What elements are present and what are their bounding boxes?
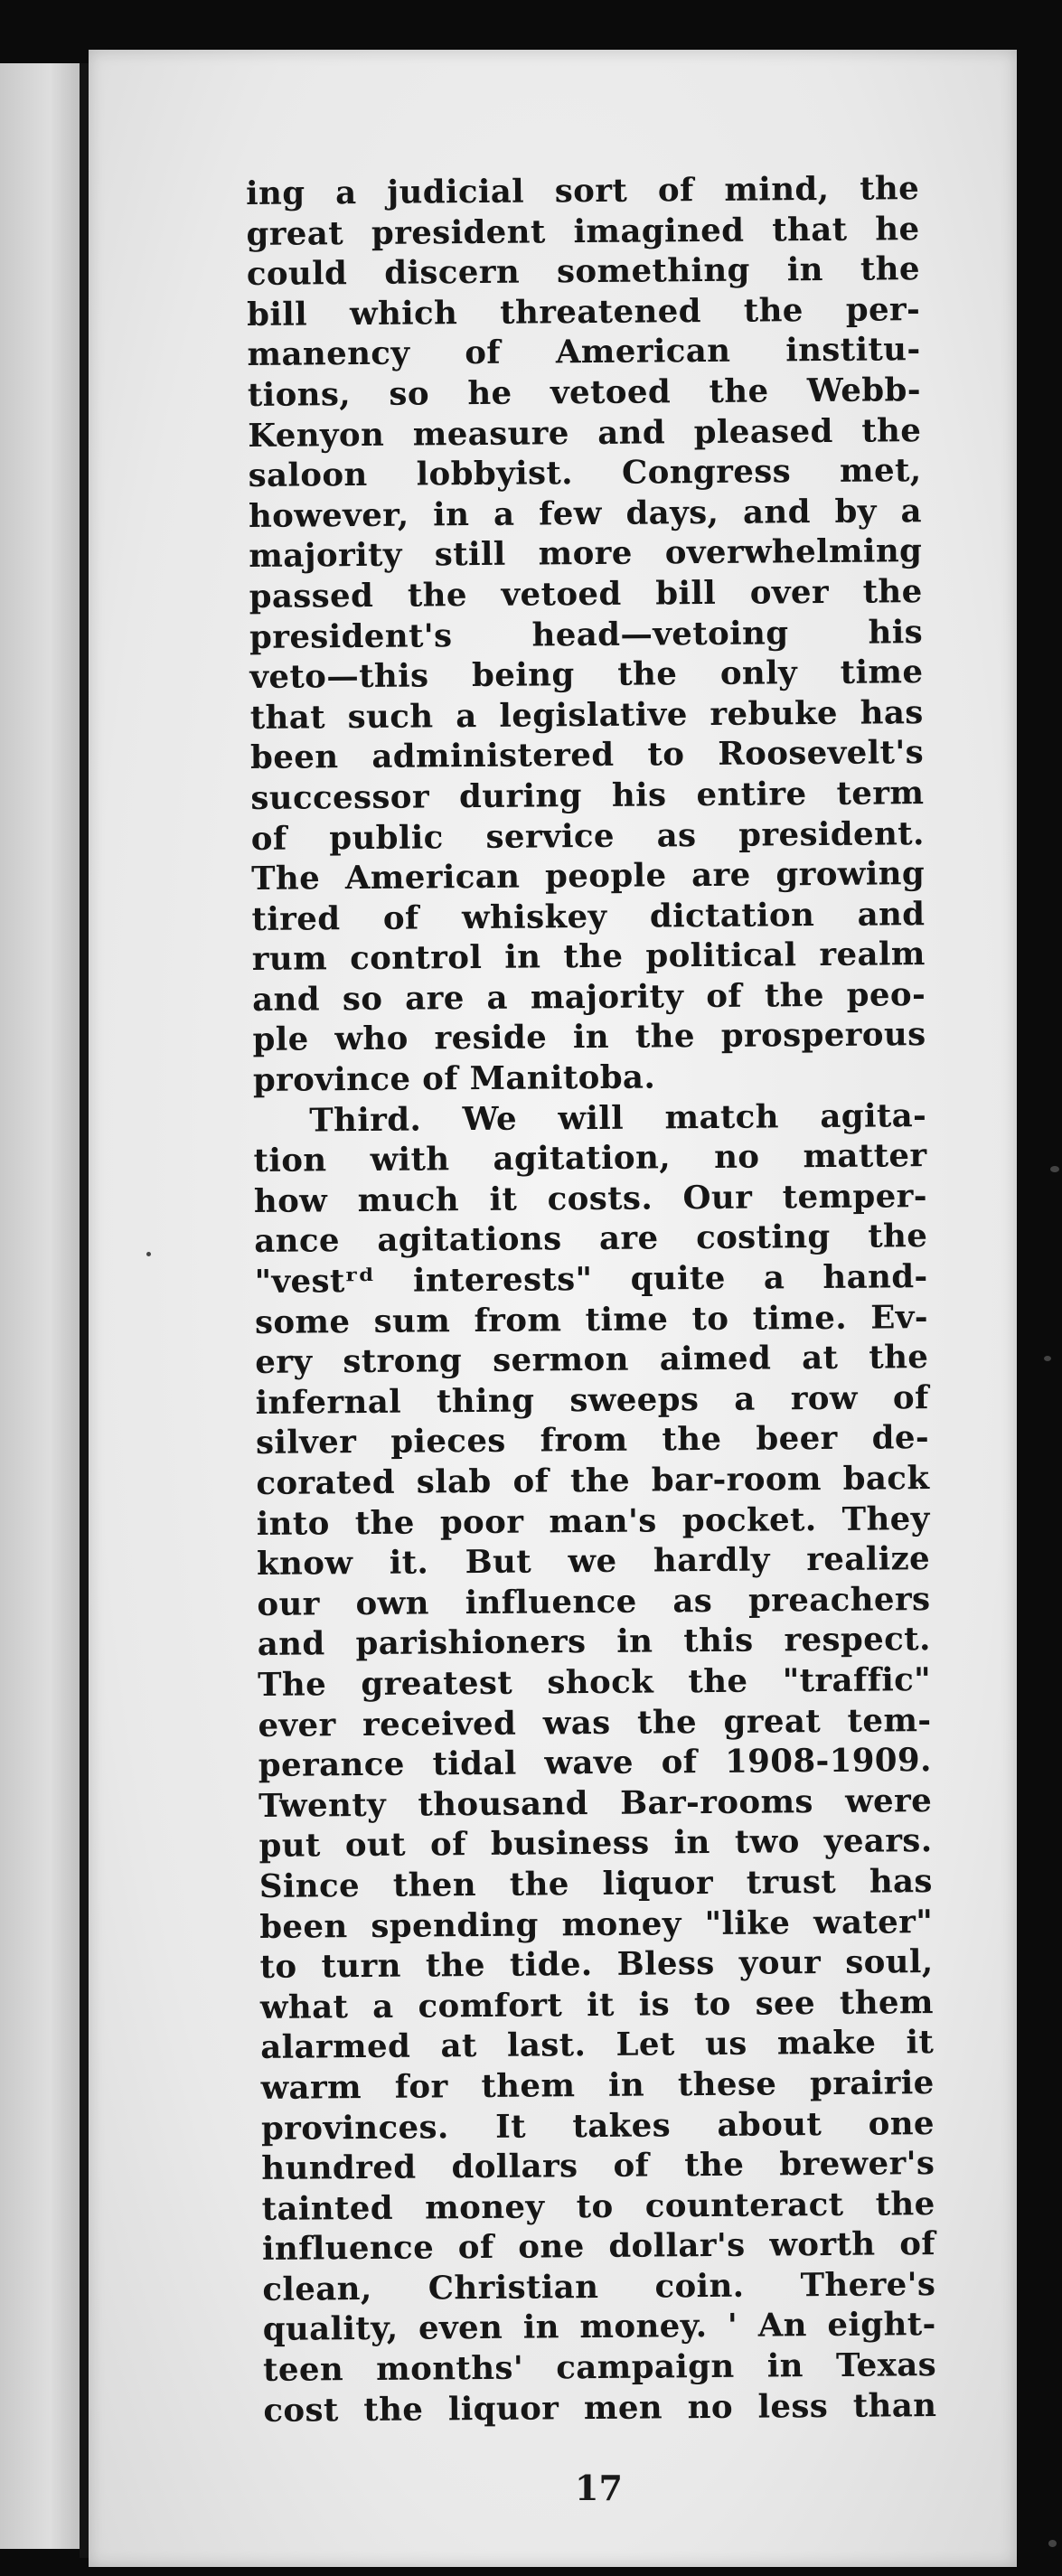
text-line: tired of whiskey dictation and [251,895,926,938]
text-line: ing a judicial sort of mind, the [246,170,920,212]
text-line: corated slab of the bar-room back [256,1460,930,1502]
text-line: ple who reside in the prosperous [252,1016,926,1059]
text-line: and parishioners in this respect. [257,1621,931,1664]
text-line: saloon lobbyist. Congress met, [248,452,922,495]
text-line: great president imagined that he [246,210,920,253]
text-line: some sum from time to time. Ev- [254,1298,929,1341]
text-line: province of Manitoba. [252,1058,656,1100]
text-line: tion with agitation, no matter [253,1137,927,1180]
text-line: ever received was the great tem- [258,1701,932,1744]
text-line: successor during his entire term [250,775,925,817]
left-page-edge [0,63,83,2549]
text-line: that such a legislative rebuke has [249,693,924,737]
text-line: know it. But we hardly realize [256,1540,931,1584]
text-line: and so are a majority of the peo- [252,975,926,1019]
text-line: ance agitations are costing the [254,1217,928,1261]
text-line: The greatest shock the "traffic" [257,1661,932,1704]
text-line: to turn the tide. Bless your soul, [259,1943,934,1987]
text-line: rum control in the political realm [251,935,926,979]
text-line: "vestʳᵈ interests" quite a hand- [254,1258,928,1301]
text-line: been spending money "like water" [259,1903,934,1946]
text-line: Third. We will match agita- [309,1096,927,1140]
text-line: what a comfort it is to see them [259,1983,935,2026]
text-line: quality, even in money. ' An eight- [262,2306,936,2349]
dust-speck [146,1252,151,1256]
dust-speck [1050,1166,1059,1172]
text-line: Since then the liquor trust has [258,1863,934,1905]
text-line: Kenyon measure and pleased the [248,411,922,455]
text-line: alarmed at last. Let us make it [260,2024,935,2067]
text-line: our own influence as preachers [257,1580,931,1623]
text-line: tainted money to counteract the [261,2185,935,2228]
book-gutter [80,63,89,2558]
text-line: Twenty thousand Bar-rooms were [258,1782,933,1825]
text-line: provinces. It takes about one [260,2104,935,2148]
text-line: president's head—vetoing his [249,613,924,656]
text-line: warm for them in these prairie [260,2064,935,2107]
text-line: of public service as president. [250,814,925,858]
text-line: influence of one dollar's worth of [261,2225,936,2269]
text-line: put out of business in two years. [258,1822,933,1866]
text-line: manency of American institu- [247,331,921,374]
text-line: been administered to Roosevelt's [249,734,925,777]
text-line: The American people are growing [250,855,926,898]
text-line: bill which threatened the per- [247,290,921,334]
text-line: how much it costs. Our temper- [253,1177,928,1220]
text-line: ery strong sermon aimed at the [255,1339,929,1382]
text-line: infernal thing sweeps a row of [255,1378,929,1422]
text-line: however, in a few days, and by a [248,492,923,535]
dust-speck [1048,2540,1057,2547]
text-line: clean, Christian coin. There's [262,2265,936,2308]
right-page-edge [1017,36,1062,2576]
text-line: into the poor man's pocket. They [256,1500,930,1543]
text-line: could discern something in the [246,250,921,294]
text-line: silver pieces from the beer de- [255,1419,930,1462]
text-line: teen months' campaign in Texas [262,2346,937,2389]
text-line: perance tidal wave of 1908-1909. [258,1742,932,1785]
text-line: passed the vetoed bill over the [249,573,923,616]
text-line: veto—this being the only time [249,653,924,697]
dust-speck [1044,1356,1051,1361]
text-line: tions, so he vetoed the Webb- [247,371,922,414]
page-number: 17 [575,2468,623,2508]
text-line: hundred dollars of the brewer's [261,2145,935,2188]
text-line: majority still more overwhelming [249,532,923,576]
text-line: cost the liquor men no less than [263,2386,937,2430]
body-text [246,169,937,2431]
